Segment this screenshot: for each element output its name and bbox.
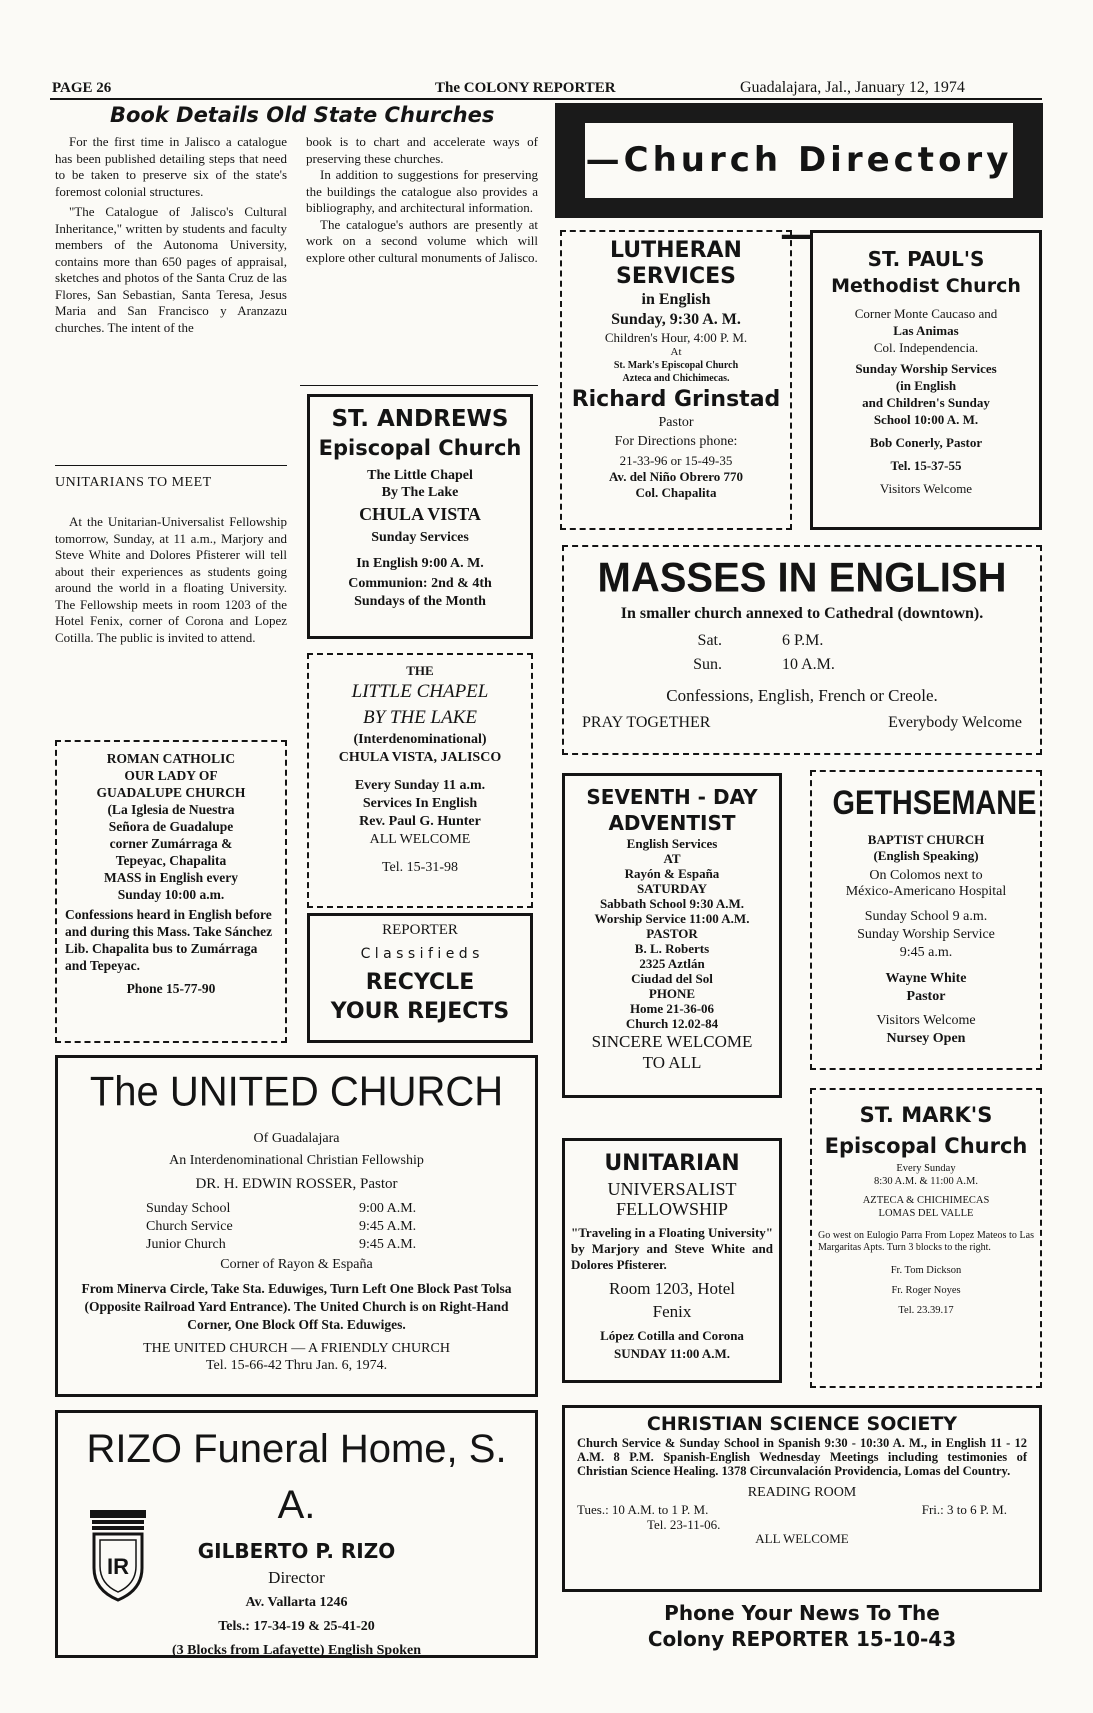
mass-time: 6 P.M.	[782, 632, 824, 649]
ad-line: México-Americano Hospital	[845, 884, 1007, 899]
ad-line: Go west on Eulogio Parra From Lopez Mateos to Las Margaritas Apts. Turn 3 blocks to the right.	[818, 1230, 1034, 1253]
ad-line: English Services	[626, 836, 718, 851]
ad-line: Tel. 15-66-42 Thru Jan. 6, 1974.	[205, 1358, 388, 1373]
ad-line: "Traveling in a Floating University" by Marjory and Steve White and Dolores Pfisterer.	[571, 1225, 773, 1272]
ad-line: López Cotilla and Corona	[600, 1328, 744, 1343]
roman-catholic-ad	[55, 740, 287, 1043]
ad-title: SERVICES	[615, 264, 737, 289]
ad-line: REPORTER	[382, 922, 458, 938]
ad-line: 9:45 a.m.	[899, 945, 953, 960]
article-paragraph: book is to chart and accelerate ways of preserving these churches.	[306, 134, 538, 166]
ad-line: READING ROOM	[747, 1485, 857, 1500]
ad-line: 21-33-96 or 15-49-35	[619, 453, 733, 468]
ad-line: Sunday Worship Services	[855, 361, 997, 376]
ad-line: Worship Service 11:00 A.M.	[594, 911, 750, 926]
ad-title: ST. MARK'S	[859, 1103, 993, 1127]
ad-line: The Little Chapel	[367, 468, 473, 483]
article-col-2	[306, 134, 538, 266]
ad-line: Services In English	[362, 796, 478, 811]
phone-news	[562, 1600, 1042, 1652]
ad-line: (3 Blocks from Lafayette) English Spoken	[171, 1643, 422, 1658]
mass-row-sat	[582, 629, 1022, 653]
ad-line: Sunday 10:00 a.m.	[117, 887, 225, 902]
gethsemane-ad	[810, 770, 1042, 1070]
ad-title: MASSES IN ENGLISH	[597, 554, 1007, 602]
ad-title: Richard Grinstad	[571, 387, 781, 412]
ad-line: Fri.: 3 to 6 P. M.	[921, 1502, 1007, 1517]
ad-line: Ciudad del Sol	[631, 971, 713, 986]
ad-line: TO ALL	[642, 1053, 702, 1072]
ad-line: Of Guadalajara	[253, 1131, 340, 1146]
page-number: PAGE 26	[52, 80, 112, 96]
ad-line: Every Sunday 11 a.m.	[354, 778, 486, 793]
ad-line: ROMAN CATHOLIC	[106, 751, 236, 766]
ad-line: Tels.: 17-34-19 & 25-41-20	[218, 1619, 375, 1634]
mass-row-sun	[582, 653, 1022, 677]
ad-line: SUNDAY 11:00 A.M.	[613, 1346, 731, 1361]
ad-title: CHRISTIAN SCIENCE SOCIETY	[646, 1413, 958, 1435]
article-rule	[55, 465, 287, 466]
ad-line: Sunday, 9:30 A. M.	[611, 311, 741, 328]
ad-line: Las Animas	[893, 323, 959, 338]
ad-line: Confessions, English, French or Creole.	[666, 686, 938, 705]
ad-line: CHULA VISTA	[359, 504, 481, 524]
ad-title: YOUR REJECTS	[330, 999, 510, 1024]
ad-line: DR. H. EDWIN ROSSER, Pastor	[195, 1176, 398, 1192]
masses-ad	[562, 545, 1042, 755]
mass-day: Sat.	[697, 632, 722, 649]
ad-line: School 10:00 A. M.	[873, 412, 979, 427]
ad-line: (Interdenominational)	[353, 732, 487, 747]
masses-footer	[582, 711, 1022, 735]
directory-title: —Church Directory—	[585, 140, 1013, 255]
ad-line: Visitors Welcome	[879, 481, 973, 496]
ad-line: Every Sunday	[896, 1163, 956, 1174]
header-rule	[50, 98, 1042, 100]
article-headline: Book Details Old State Churches	[110, 103, 495, 127]
united-church-ad	[55, 1055, 538, 1397]
ad-line: Tel. 23.39.17	[898, 1305, 954, 1316]
column-rule	[300, 385, 538, 386]
ad-line: MASS in English every	[104, 870, 238, 885]
reading-room-hours	[577, 1502, 1027, 1518]
ad-line: On Colomos next to	[869, 868, 983, 883]
article-paragraph: In addition to suggestions for preserving the buildings the catalogue also provides a bibliography, and architectural information.	[306, 167, 538, 215]
service-row	[146, 1200, 517, 1218]
ad-line: B. L. Roberts	[634, 941, 710, 956]
ad-line: Colony REPORTER 15-10-43	[647, 1627, 957, 1651]
ad-line: AT	[663, 851, 681, 866]
ad-line: At	[670, 346, 682, 358]
ad-title: Methodist Church	[831, 275, 1021, 297]
ad-line: PRAY TOGETHER	[582, 714, 711, 731]
service-times	[76, 1200, 517, 1254]
ad-title: ADVENTIST	[608, 811, 736, 835]
ad-title: ST. PAUL'S	[867, 247, 985, 271]
st-marks-ad	[810, 1088, 1042, 1388]
ad-title: LUTHERAN	[610, 238, 742, 263]
christian-science-ad	[562, 1405, 1042, 1592]
ad-title: SEVENTH - DAY	[586, 785, 758, 809]
ad-line: THE UNITED CHURCH — A FRIENDLY CHURCH	[143, 1341, 450, 1356]
service-time: 9:00 A.M.	[359, 1201, 417, 1216]
ad-line: Tel. 15-31-98	[381, 860, 458, 875]
service-name: Junior Church	[146, 1237, 226, 1252]
little-chapel-ad	[307, 653, 533, 908]
ad-title: LITTLE CHAPEL	[351, 681, 489, 702]
service-name: Sunday School	[146, 1201, 231, 1216]
ad-line: Fenix	[652, 1302, 692, 1321]
ad-title: Episcopal Church	[824, 1134, 1028, 1158]
ad-line: Col. Chapalita	[635, 485, 717, 500]
ad-line: Azteca and Chichimecas.	[622, 373, 730, 384]
ad-line: Corner Monte Caucaso and	[854, 306, 998, 321]
ad-line: For Directions phone:	[614, 434, 738, 449]
article-paragraph: For the first time in Jalisco a catalogue has been published detailing steps that need to be taken to preserve six of the state's foremost colonial structures.	[55, 134, 287, 199]
ad-line: corner Zumárraga &	[109, 836, 233, 851]
ad-line: In smaller church annexed to Cathedral (downtown).	[620, 605, 984, 622]
ad-line: Everybody Welcome	[888, 714, 1022, 731]
ad-line: Tepeyac, Chapalita	[115, 853, 227, 868]
ad-line: OUR LADY OF	[124, 768, 218, 783]
article2-headline: UNITARIANS TO MEET	[55, 475, 212, 490]
ad-line: Rev. Paul G. Hunter	[359, 814, 481, 829]
service-row	[146, 1236, 517, 1254]
ad-line: By The Lake	[381, 485, 459, 500]
ad-line: Tel. 15-37-55	[890, 458, 962, 473]
ad-line: St. Mark's Episcopal Church	[613, 360, 739, 371]
ad-line: BAPTIST CHURCH	[867, 832, 985, 847]
ad-line: PHONE	[648, 986, 696, 1001]
ad-line: Director	[268, 1568, 325, 1587]
ad-line: Sunday Worship Service	[857, 927, 995, 942]
ad-line: Home 21-36-06	[629, 1001, 715, 1016]
adventist-ad	[562, 773, 782, 1098]
ad-title: UNITARIAN	[604, 1151, 740, 1176]
ad-line: THE	[406, 663, 434, 678]
ad-line: FELLOWSHIP	[616, 1199, 728, 1219]
rizo-logo	[88, 1508, 148, 1603]
ad-title: GETHSEMANE	[832, 784, 1037, 822]
ad-phone: Phone 15-77-90	[126, 981, 216, 996]
ad-line: Pastor	[658, 415, 694, 430]
ad-line: LOMAS DEL VALLE	[878, 1208, 974, 1219]
article-paragraph: The catalogue's authors are presently at work on a second volume which will explore other cultural monuments of Jalisco.	[306, 216, 538, 265]
ad-line: Visitors Welcome	[876, 1013, 976, 1028]
mass-time: 10 A.M.	[782, 656, 835, 673]
unitarian-ad	[562, 1138, 782, 1383]
ad-line: Señora de Guadalupe	[108, 819, 234, 834]
dateline: Guadalajara, Jal., January 12, 1974	[740, 79, 965, 96]
ad-line: and Children's Sunday	[862, 395, 990, 410]
ad-line: 2325 Aztlán	[639, 956, 705, 971]
service-time: 9:45 A.M.	[359, 1237, 417, 1252]
rizo-logo-icon	[88, 1508, 148, 1603]
ad-line: Children's Hour, 4:00 P. M.	[604, 330, 748, 345]
ad-line: in English	[641, 291, 711, 308]
st-andrews-ad	[307, 394, 533, 639]
ad-line: SATURDAY	[636, 881, 708, 896]
ad-line: (in English	[895, 378, 957, 393]
ad-line: PASTOR	[646, 926, 698, 941]
ad-line: 8:30 A.M. & 11:00 A.M.	[873, 1176, 979, 1187]
ad-line: Church Service & Sunday School in Spanish 9:30 - 10:30 A. M., in English 11 - 12 A.M. 8 P.M. Spanish-English Wednesday Meetings including testimonies of Christian Science Healing. 1378 Circunvalación Providencia, Lomas del Country.	[577, 1436, 1027, 1478]
ad-line: Col. Independencia.	[873, 340, 979, 355]
ad-title: ST. ANDREWS	[331, 406, 509, 432]
rizo-ad	[55, 1410, 538, 1658]
ad-line: Confessions heard in English before and during this Mass. Take Sánchez Lib. Chapalita bus to Zumárraga and Tepeyac.	[65, 907, 273, 973]
ad-line: C l a s s i f i e d s	[360, 946, 480, 962]
ad-line: Church 12.02-84	[625, 1016, 719, 1031]
ad-line: Room 1203, Hotel	[608, 1279, 736, 1298]
ad-line: Sunday School 9 a.m.	[864, 909, 988, 924]
ad-line: Sabbath School 9:30 A.M.	[599, 896, 745, 911]
ad-line: Av. Vallarta 1246	[245, 1595, 348, 1610]
ad-line: Pastor	[906, 989, 946, 1004]
ad-line: (English Speaking)	[873, 848, 979, 863]
rizo-logo-text: IR	[107, 1554, 129, 1579]
ad-line: GILBERTO P. RIZO	[197, 1539, 396, 1563]
ad-title: The UNITED CHURCH	[89, 1068, 504, 1116]
lutheran-ad	[560, 230, 792, 530]
ad-line: ALL WELCOME	[369, 832, 471, 847]
ad-line: Tues.: 10 A.M. to 1 P. M.	[577, 1502, 709, 1517]
ad-line: In English 9:00 A. M.	[356, 556, 484, 571]
article2-body: At the Unitarian-Universalist Fellowship tomorrow, Sunday, at 11 a.m., Marjory and Steve White and Dolores Pfisterer will tell about their experiences as students going around the world in a floating University. The Fellowship meets in room 1203 of the Hotel Fenix, corner of Corona and Lopez Cotilla. The public is invited to attend.	[55, 514, 287, 645]
ad-title: RIZO Funeral Home, S. A.	[86, 1427, 507, 1527]
ad-line: An Interdenominational Christian Fellowship	[169, 1153, 424, 1168]
ad-line: Rayón & España	[624, 866, 720, 881]
ad-line: AZTECA & CHICHIMECAS	[862, 1195, 990, 1206]
ad-line: CHULA VISTA, JALISCO	[338, 750, 502, 765]
ad-line: (La Iglesia de Nuestra	[107, 802, 235, 817]
ad-line: Tel. 23-11-06.	[647, 1517, 721, 1532]
ad-line: Phone Your News To The	[664, 1601, 940, 1625]
ad-line: Fr. Tom Dickson	[890, 1265, 962, 1276]
ad-line: Communion: 2nd & 4th	[348, 576, 492, 591]
ad-line: Bob Conerly, Pastor	[869, 435, 983, 450]
ad-title: BY THE LAKE	[362, 707, 478, 728]
article-col-1	[55, 134, 287, 336]
service-name: Church Service	[146, 1219, 233, 1234]
ad-line: Sunday Services	[371, 530, 469, 545]
ad-line: GUADALUPE CHURCH	[96, 785, 246, 800]
ad-line: From Minerva Circle, Take Sta. Eduwiges, Turn Left One Block Past Tolsa (Opposite Railroad Yard Entrance). The United Church is on Right-Hand Corner, One Block Off Sta. Eduwiges.	[81, 1281, 512, 1332]
mass-day: Sun.	[693, 656, 722, 673]
ad-line: ALL WELCOME	[755, 1531, 849, 1546]
st-pauls-ad	[810, 230, 1042, 530]
newspaper-name: The COLONY REPORTER	[435, 80, 616, 96]
service-row	[146, 1218, 517, 1236]
ad-line: UNIVERSALIST	[607, 1179, 737, 1199]
ad-line: Nursey Open	[886, 1031, 966, 1046]
ad-title: RECYCLE	[365, 970, 475, 995]
article-paragraph: "The Catalogue of Jalisco's Cultural Inheritance," written by students and faculty members of the Autonoma University, contains more than 650 pages of appraisal, sketches and photos of the Santa Cruz de las Flores, San Sebastian, Santa Teresa, Jesus Maria and San Francisco y Aranzazu churches. The intent of the	[55, 204, 287, 335]
ad-line: Corner of Rayon & España	[220, 1257, 373, 1272]
ad-subtitle: Episcopal Church	[318, 436, 522, 460]
ad-line: Wayne White	[885, 971, 967, 986]
ad-line: Av. del Niño Obrero 770	[609, 469, 743, 484]
classifieds-ad	[307, 913, 533, 1043]
ad-line: Sundays of the Month	[354, 594, 486, 609]
ad-line: SINCERE WELCOME	[591, 1032, 753, 1051]
service-time: 9:45 A.M.	[359, 1219, 417, 1234]
ad-line: Fr. Roger Noyes	[891, 1285, 961, 1296]
